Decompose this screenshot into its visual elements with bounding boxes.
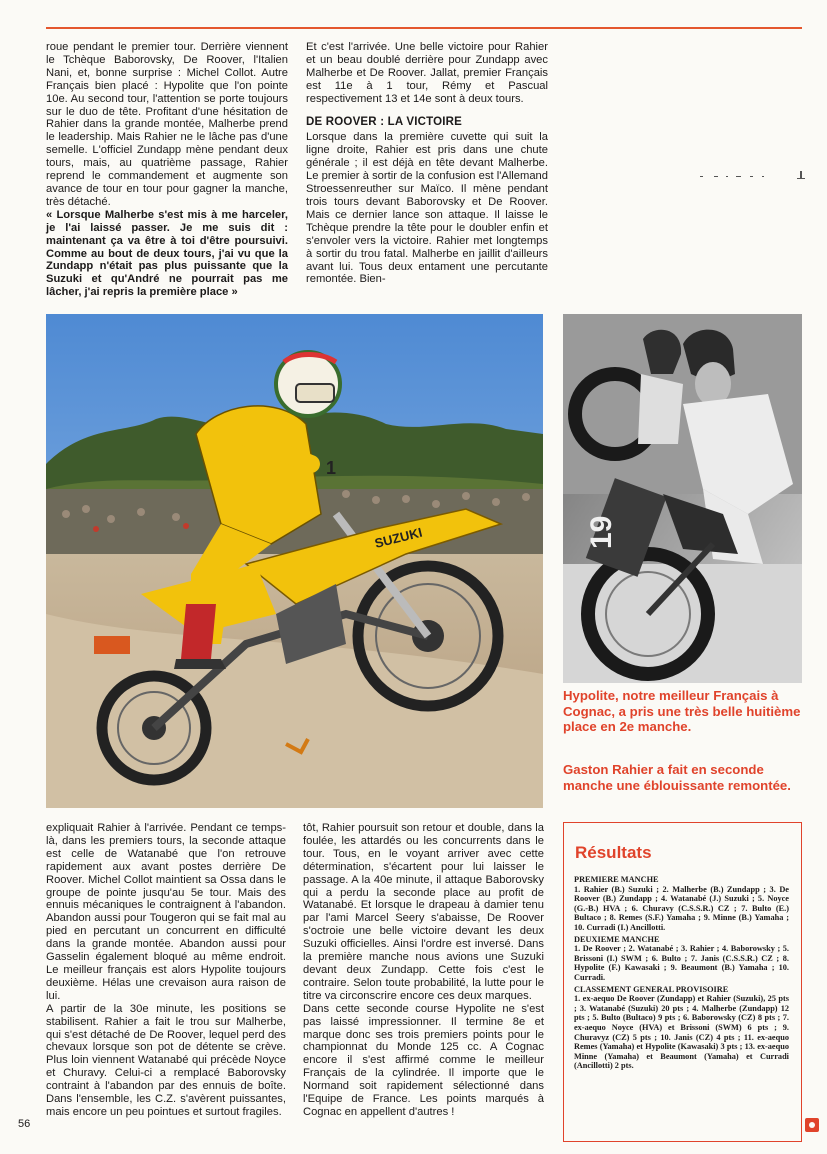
results-section-title: DEUXIEME MANCHE xyxy=(574,934,660,944)
paragraph: Lorsque dans la première cuvette qui suit la ligne droite, Rahier est pris dans une chute générale ; il est déjà en tête devant Malherbe. Le premier à sortir de la confusion est l'Allemand Stroessenreuther sur Maïco. Il mène pendant trois tours devant Baborovsky et De Roover. Mais ce dernier lance son attaque. Il laisse le Tchèque prendre la tête pour le doubler enfin et s'envoler vers la victoire. Rahier met longtemps à sortir du trou fatal. Malherbe en jaillit d'ailleurs avant lui. Tous deux entament une percutante remontée. Bien- xyxy=(306,131,548,286)
results-box xyxy=(563,822,802,1142)
paragraph: A partir de la 30e minute, les positions se stabilisent. Rahier a fait le trou sur Malherbe, qui s'est détaché de De Roover, lequel perd des chevaux lorsque son pot de détente se crève. Plus loin viennent Watanabé qui précède Noyce et Churavy. Celui-ci a remplacé Baborovsky contraint à l'abandon par des ennuis de boîte. Dans l'ensemble, les C.Z. s'avèrent puissantes, mais encore un peu pointues et surtout fragiles. xyxy=(46,1002,286,1118)
article-column-3 xyxy=(46,822,286,1119)
article-column-2 xyxy=(306,41,548,286)
paragraph: tôt, Rahier poursuit son retour et double, dans la foulée, les attardés ou les concurrents dans le tour. Tous, en le voyant arriver avec cette détermination, s'écartent pour lui laisser le passage. A la 40e minute, il attaque Baborovsky qui a perdu la seconde place au profit de Watanabé. Et lorsque le drapeau à damier tenu par l'ami Marcel Seery s'abaisse, De Roover s'octroie une belle victoire devant les deux Suzuki officielles. Ainsi l'ordre est inversé. Dans la première manche nous avions une Suzuki devant deux Zundapp. Cette fois c'est le contraire. Selon toute probabilité, la lutte pour le titre va circonscrire encore ces deux marques. xyxy=(303,822,544,1002)
results-section-title: CLASSEMENT GENERAL PROVISOIRE xyxy=(574,984,729,994)
results-list: 1. De Roover ; 2. Watanabé ; 3. Rahier ; 4. Baborowsky ; 5. Brissoni (I.) SWM ; 6. Bulto ; 7. Janis (C.S.S.R.) CZ ; 8. Hypolite (F.) Kawasaki ; 9. Beaumont (B.) Yamaha ; 10. Curradi. xyxy=(574,944,789,982)
fuel-tank-brand: SUZUKI xyxy=(373,524,424,551)
margin-marks xyxy=(700,168,810,178)
results-list: 1. Rahier (B.) Suzuki ; 2. Malherbe (B.) Zundapp ; 3. De Roover (B.) Zundapp ; 4. Watanabé (J.) Suzuki ; 5. Noyce (G.-B.) HVA ; 6. Churavy (C.S.S.R.) CZ ; 7. Bulto (E.) Bultaco ; 8. Remes (S.F.) Yamaha ; 9. Minne (B.) Yamaha ; 10. Curradi (I.) Ancillotti. xyxy=(574,884,789,932)
article-column-1 xyxy=(46,41,288,299)
results-text xyxy=(574,875,789,1071)
paragraph: roue pendant le premier tour. Derrière viennent le Tchèque Baborovsky, De Roover, l'Italien Nani, et, bonne surprise : Michel Collot. Autre Français bien placé : Hypolite que l'on pointe 10e. Au second tour, l'attention se porte toujours sur le duo de tête. Profitant d'une hésitation de Rahier dans la grande montée, Malherbe prend le leadership. Mais Rahier ne le lâche pas d'une semelle. L'officiel Zundapp mène pendant deux tours, mais, au quatrième passage, Rahier reprend le commandement et augmente son avance de tour en tour pour gagner la manche, très détaché. xyxy=(46,41,288,208)
results-title: Résultats xyxy=(575,843,652,862)
corner-target-icon xyxy=(805,1118,819,1132)
rahier-quote: « Lorsque Malherbe s'est mis à me harceler, je l'ai laissé passer. Je me suis dit : maintenant ça va être à toi d'être poursuivi. Comme au bout de deux tours, j'ai vu que la Zundapp n'était pas plus puissante que la Suzuki et qu'André ne pourrait pas me lâcher, j'ai repris la première place » xyxy=(46,208,288,299)
main-photo-rahier-suzuki xyxy=(46,314,543,808)
paragraph: Dans cette seconde course Hypolite ne s'est pas laissé impressionner. Il termine 8e et marque donc ses trois premiers points pour le championnat du Monde 125 cc. A Cognac encore il s'est affirmé comme le meilleur Français de la cylindrée. Il importe que le Normand soit rapidement sélectionné dans l'Equipe de France. Les points marqués à Cognac en appellent d'autres ! xyxy=(303,1002,544,1118)
side-photo-hypolite xyxy=(563,314,802,683)
bike-number: 19 xyxy=(585,515,618,549)
results-list: 1. ex-aequo De Roover (Zundapp) et Rahier (Suzuki), 25 pts ; 3. Watanabé (Suzuki) 20 pts ; 4. Malherbe (Zundapp) 12 pts ; 5. Bulto (Bultaco) 9 pts ; 6. Baborowsky (CZ) 8 pts ; 7. ex-aequo Noyce (HVA) et Brissoni (SWM) 6 pts ; 9. Churavyz (CZ) 5 pts ; 10. Janis (CZ) 4 pts ; 11. ex-aequo Remes (Yamaha) et Hypolite (Kawasaki) 3 pts ; 13. ex-aequo Minne (Yamaha) et Beaumont (Yamaha) et Curradi (Ancillotti) 2 pts. xyxy=(574,994,789,1071)
top-rule xyxy=(46,27,802,29)
plate-number: 1 xyxy=(326,458,337,478)
photo-caption-rahier: Gaston Rahier a fait en seconde manche une éblouissante remontée. xyxy=(563,762,791,793)
paragraph: Et c'est l'arrivée. Une belle victoire pour Rahier et un beau doublé derrière pour Zundapp avec Malherbe et De Roover. Jallat, premier Français est 11e à 1 tour, Rémy et Pascual respectivement 13 et 14e sont à deux tours. xyxy=(306,41,548,105)
results-section-title: PREMIERE MANCHE xyxy=(574,875,659,884)
section-heading: DE ROOVER : LA VICTOIRE xyxy=(306,115,463,128)
photo-caption-hypolite: Hypolite, notre meilleur Français à Cognac, a pris une très belle huitième place en 2e manche. xyxy=(563,688,801,734)
page-number: 56 xyxy=(18,1118,31,1130)
paragraph: expliquait Rahier à l'arrivée. Pendant ce temps-là, dans les premiers tours, la seconde attaque est celle de Watanabé que l'on retrouve rapidement aux avant postes derrière De Roover. Michel Collot maintient sa Ossa dans le groupe de pointe jusqu'au 5e tour. Mais des ennuis mécaniques le contraignent à l'abandon. Abandon aussi pour Tougeron qui se fait mal au pied en percutant un concurrent en difficulté dans la grande montée. Abandon aussi pour Gasselin également bloqué au même endroit. Le meilleur français est alors Hypolite toujours deuxième. Hélas une crevaison aura raison de lui. xyxy=(46,822,286,1002)
article-column-4 xyxy=(303,822,544,1119)
